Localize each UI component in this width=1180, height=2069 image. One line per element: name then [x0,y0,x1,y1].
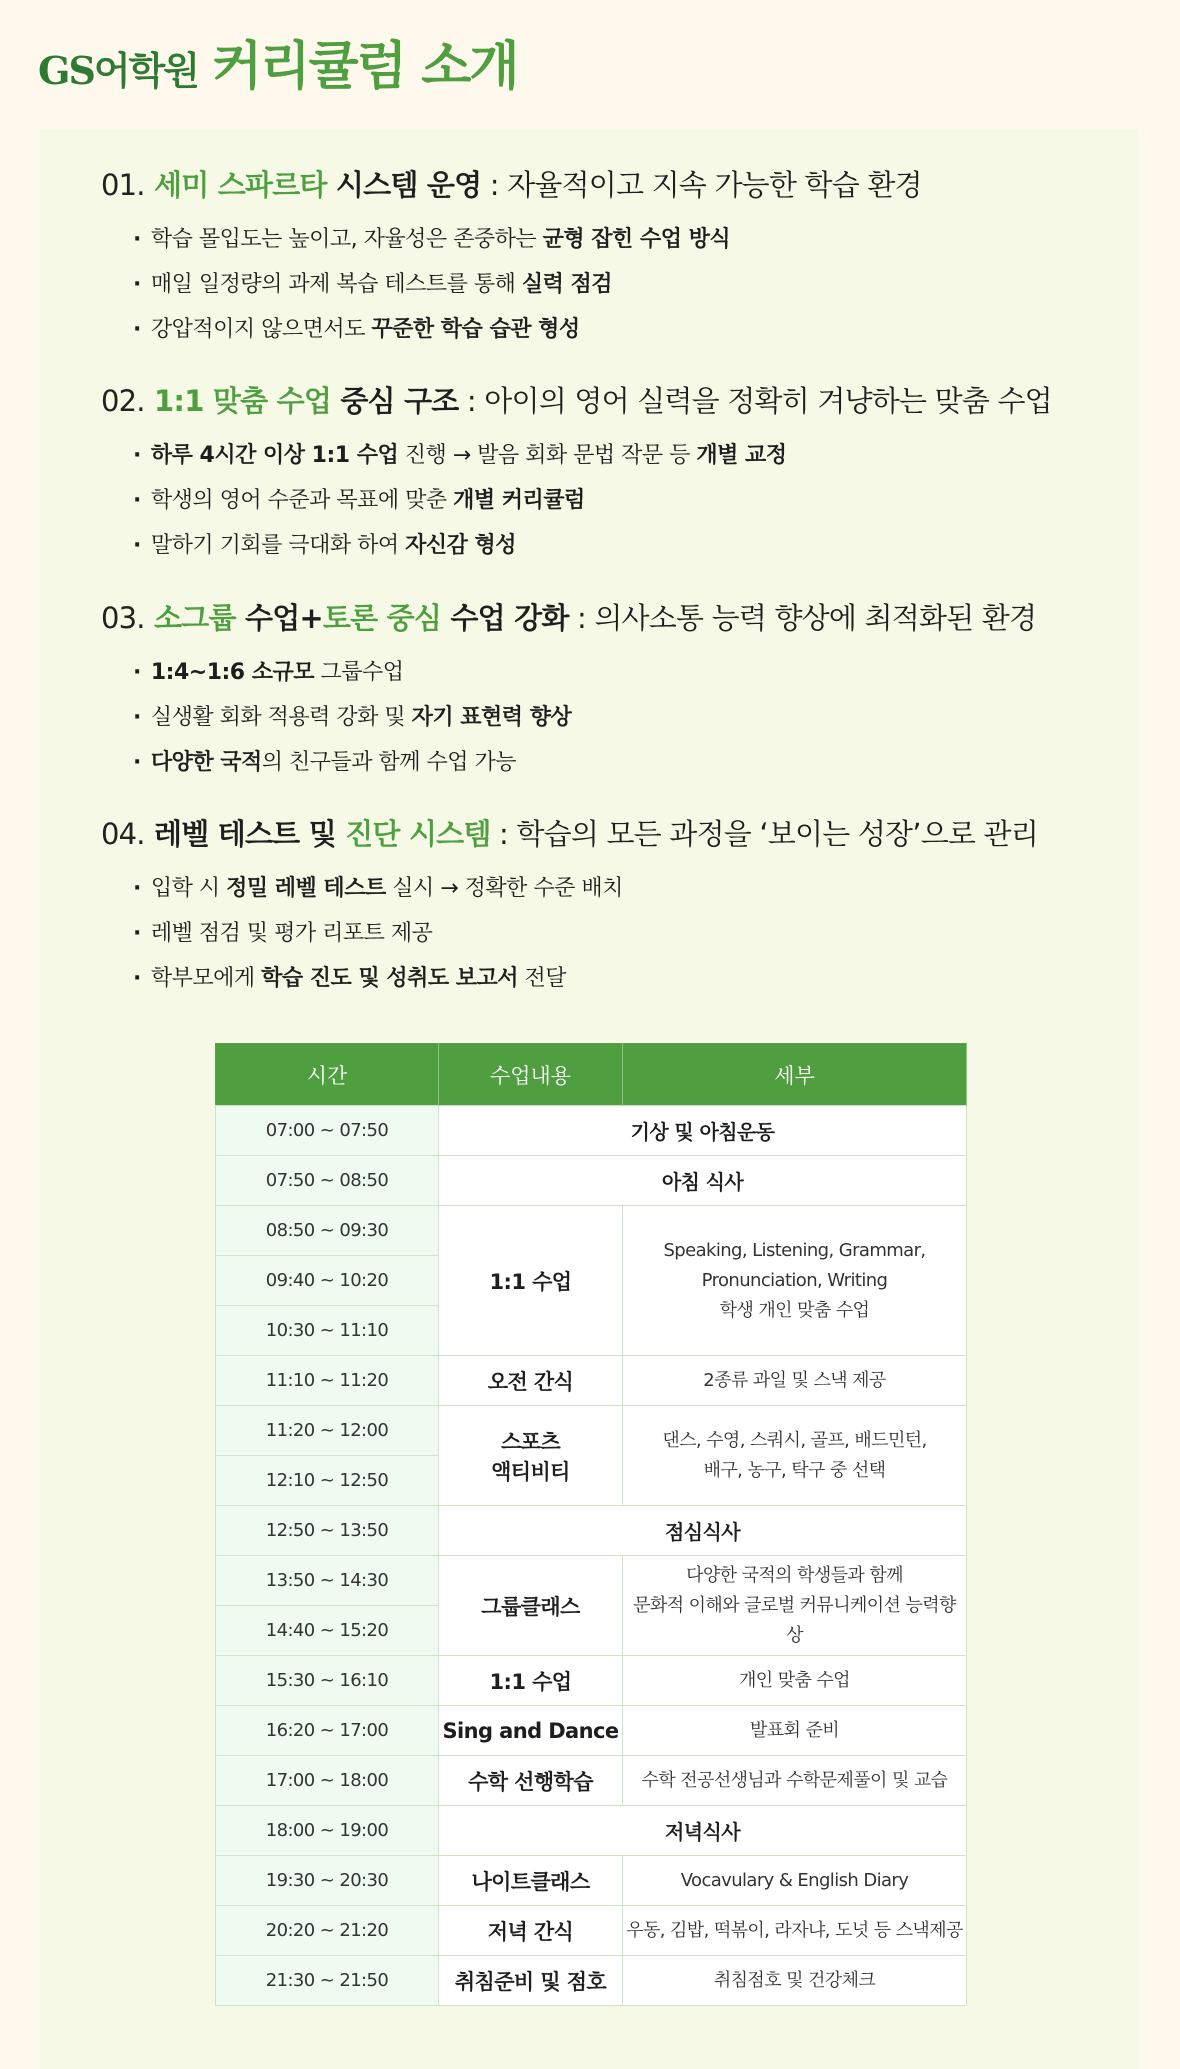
class-content-text: 1:1 수업 [489,1669,572,1694]
section-heading [101,596,1036,637]
bullet-emphasis: 개별 커리큘럼 [453,488,585,513]
class-content-cell [439,1656,623,1706]
detail-line: 우동, 김밥, 떡볶이, 라자냐, 도넛 등 스낵제공 [626,1919,963,1941]
table-row [216,1356,967,1406]
bullet-emphasis: 1:4~1:6 소규모 [150,660,315,685]
table-row [216,1856,967,1906]
class-content-text: 취침준비 및 점호 [454,1969,607,1994]
class-content-text: 저녁 간식 [487,1919,574,1944]
bullet-text: 레벨 점검 및 평가 리포트 제공 [150,921,433,946]
table-row [216,1156,967,1206]
section-2 [101,379,1052,573]
daily-schedule-table [215,1043,967,2006]
activity-cell: 저녁식사 [439,1806,967,1856]
bullet-text: 학습 몰입도는 높이고, 자율성은 존중하는 [150,227,543,252]
bullet-emphasis: 개별 교정 [696,443,787,468]
bullet-item [133,483,1052,528]
detail-cell [623,1706,967,1756]
col-header-time: 시간 [216,1044,439,1106]
time-cell: 13:50 ~ 14:30 [216,1556,439,1606]
bullet-text: 실생활 회화 적용력 강화 및 [150,705,412,730]
bullet-item [133,655,1036,700]
section-description: : 의사소통 능력 향상에 최적화된 환경 [568,601,1037,635]
bullet-list [133,438,1052,573]
bullet-list [133,871,1038,1006]
bullet-item [133,745,1036,790]
table-row [216,1756,967,1806]
table-row [216,1806,967,1856]
table-row [216,1906,967,1956]
detail-cell [623,1356,967,1406]
class-content-text: 액티비티 [491,1459,570,1484]
table-row [216,1506,967,1556]
section-heading [101,163,922,204]
table-row [216,1106,967,1156]
class-content-text: 오전 간식 [487,1369,574,1394]
section-title-bold: 중심 구조 [331,384,459,418]
bullet-list [133,222,922,357]
detail-line: Speaking, Listening, Grammar, [663,1239,926,1261]
table-row [216,1206,967,1256]
detail-cell [623,1556,967,1656]
time-cell: 21:30 ~ 21:50 [216,1956,439,2006]
detail-cell [623,1406,967,1506]
bullet-emphasis: 자기 표현력 향상 [411,705,572,730]
class-content-cell [439,1756,623,1806]
bullet-text: 전달 [518,966,567,991]
bullet-item [133,312,922,357]
detail-line: 문화적 이해와 글로벌 커뮤니케이션 능력향상 [633,1594,956,1646]
section-highlight: 진단 시스템 [345,817,491,851]
section-description: : 아이의 영어 실력을 정확히 겨냥하는 맞춤 수업 [458,384,1052,418]
bullet-text: 그룹수업 [314,660,404,685]
time-cell: 14:40 ~ 15:20 [216,1606,439,1656]
class-content-cell [439,1406,623,1506]
bullet-text: 실시 → 정확한 수준 배치 [385,876,623,901]
time-cell: 19:30 ~ 20:30 [216,1856,439,1906]
bullet-emphasis: 정밀 레벨 테스트 [226,876,386,901]
time-cell: 12:50 ~ 13:50 [216,1506,439,1556]
bullet-item [133,528,1052,573]
class-content-text: 그룹클래스 [481,1594,580,1619]
section-heading [101,812,1038,853]
time-cell: 10:30 ~ 11:10 [216,1306,439,1356]
detail-line: Vocavulary & English Diary [680,1869,909,1891]
detail-line: 다양한 국적의 학생들과 함께 [686,1564,903,1586]
bullet-item [133,916,1038,961]
class-content-cell [439,1906,623,1956]
bullet-text: 매일 일정량의 과제 복습 테스트를 통해 [150,272,522,297]
detail-line: 수학 전공선생님과 수학문제풀이 및 교습 [641,1769,948,1791]
time-cell: 20:20 ~ 21:20 [216,1906,439,1956]
time-cell: 18:00 ~ 19:00 [216,1806,439,1856]
section-number: 04. [101,817,145,851]
page-title [38,24,518,99]
class-content-text: 나이트클래스 [471,1869,590,1894]
bullet-list [133,655,1036,790]
detail-line: 댄스, 수영, 스쿼시, 골프, 배드민턴, [662,1429,927,1451]
table-row [216,1956,967,2006]
section-title-bold: 레벨 테스트 및 [154,817,346,851]
class-content-cell [439,1706,623,1756]
activity-cell: 기상 및 아침운동 [439,1106,967,1156]
table-header-row [216,1044,967,1106]
bullet-item [133,961,1038,1006]
class-content-cell [439,1206,623,1356]
table-row [216,1706,967,1756]
time-cell: 11:10 ~ 11:20 [216,1356,439,1406]
activity-cell: 점심식사 [439,1506,967,1556]
detail-line: Pronunciation, Writing [701,1269,888,1291]
section-4 [101,812,1038,1006]
bullet-item [133,267,922,312]
class-content-text: Sing and Dance [442,1718,619,1743]
bullet-item [133,438,1052,483]
time-cell: 11:20 ~ 12:00 [216,1406,439,1456]
section-number: 03. [101,601,145,635]
page-title-text: 커리큘럼 소개 [212,36,518,97]
detail-line: 취침점호 및 건강체크 [713,1969,876,1991]
col-header-detail: 세부 [623,1044,967,1106]
time-cell: 12:10 ~ 12:50 [216,1456,439,1506]
class-content-cell [439,1856,623,1906]
time-cell: 08:50 ~ 09:30 [216,1206,439,1256]
table-row [216,1656,967,1706]
bullet-item [133,700,1036,745]
bullet-emphasis: 다양한 국적 [150,750,262,775]
section-1 [101,163,922,357]
section-heading [101,379,1052,420]
activity-cell: 아침 식사 [439,1156,967,1206]
section-number: 02. [101,384,145,418]
table-row [216,1556,967,1606]
bullet-text: 강압적이지 않으면서도 [150,317,372,342]
bullet-text: 진행 → 발음 회화 문법 작문 등 [398,443,697,468]
col-header-content: 수업내용 [439,1044,623,1106]
detail-cell [623,1956,967,2006]
detail-line: 배구, 농구, 탁구 중 선택 [703,1459,886,1481]
time-cell: 17:00 ~ 18:00 [216,1756,439,1806]
bullet-text: 학생의 영어 수준과 목표에 맞춘 [150,488,454,513]
table-row [216,1406,967,1456]
section-description: : 학습의 모든 과정을 ‘보이는 성장’으로 관리 [490,817,1038,851]
detail-cell [623,1856,967,1906]
section-number: 01. [101,168,145,202]
bullet-text: 말하기 기회를 극대화 하여 [150,533,406,558]
class-content-cell [439,1956,623,2006]
detail-line: 학생 개인 맞춤 수업 [719,1299,870,1321]
class-content-cell [439,1356,623,1406]
bullet-emphasis: 균형 잡힌 수업 방식 [542,227,731,252]
class-content-text: 스포츠 [500,1429,561,1454]
bullet-emphasis: 자신감 형성 [405,533,517,558]
time-cell: 07:00 ~ 07:50 [216,1106,439,1156]
section-3 [101,596,1036,790]
bullet-text: 의 친구들과 함께 수업 가능 [261,750,517,775]
section-title-bold: 시스템 운영 [326,168,482,202]
section-highlight: 토론 중심 [322,601,442,635]
section-title-bold: 수업 강화 [441,601,569,635]
detail-cell [623,1906,967,1956]
bullet-item [133,871,1038,916]
section-title-bold: 수업+ [235,601,323,635]
section-description: : 자율적이고 지속 가능한 학습 환경 [481,168,922,202]
bullet-text: 학부모에게 [150,966,262,991]
brand-name: GS어학원 [38,48,199,93]
bullet-emphasis: 학습 진도 및 성취도 보고서 [261,966,519,991]
bullet-emphasis: 하루 4시간 이상 1:1 수업 [150,443,399,468]
class-content-text: 1:1 수업 [489,1269,572,1294]
bullet-emphasis: 꾸준한 학습 습관 형성 [371,317,580,342]
time-cell: 15:30 ~ 16:10 [216,1656,439,1706]
detail-line: 개인 맞춤 수업 [739,1669,850,1691]
time-cell: 09:40 ~ 10:20 [216,1256,439,1306]
bullet-emphasis: 실력 점검 [521,272,613,297]
detail-line: 발표회 준비 [749,1719,840,1741]
section-highlight: 1:1 맞춤 수업 [154,384,332,418]
bullet-text: 입학 시 [150,876,227,901]
detail-cell [623,1206,967,1356]
detail-line: 2종류 과일 및 스낵 제공 [703,1369,886,1391]
detail-cell [623,1656,967,1706]
section-highlight: 세미 스파르타 [154,168,327,202]
detail-cell [623,1756,967,1806]
section-highlight: 소그룹 [154,601,236,635]
class-content-cell [439,1556,623,1656]
time-cell: 07:50 ~ 08:50 [216,1156,439,1206]
time-cell: 16:20 ~ 17:00 [216,1706,439,1756]
class-content-text: 수학 선행학습 [468,1769,593,1794]
bullet-item [133,222,922,267]
